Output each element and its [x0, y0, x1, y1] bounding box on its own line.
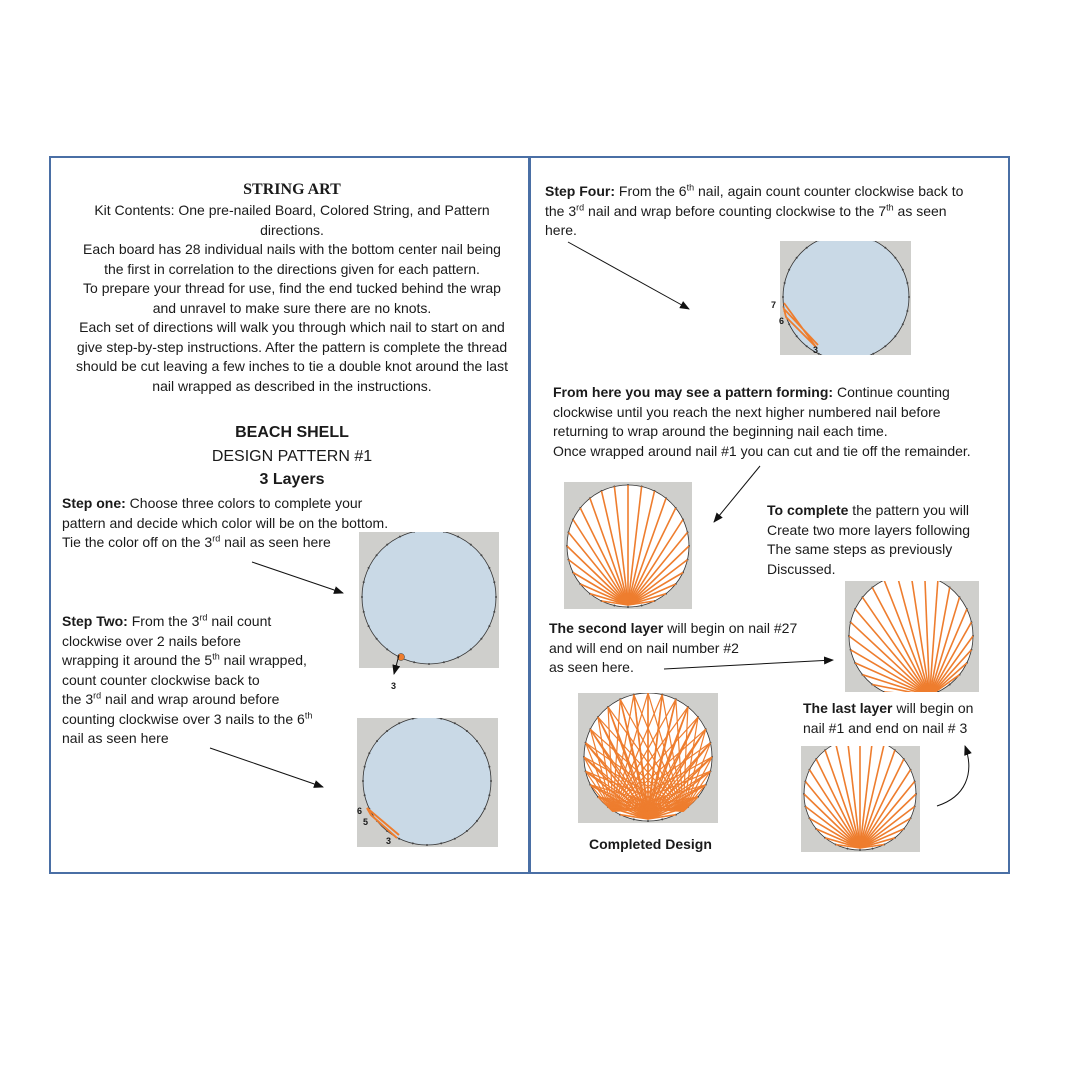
- nail: [784, 282, 786, 284]
- figure-step-four: [780, 241, 911, 355]
- text-line: The same steps as previously: [767, 541, 953, 557]
- board-circle: [362, 532, 496, 664]
- nail: [398, 838, 400, 840]
- text-line: From the 6: [615, 183, 687, 199]
- nail: [443, 661, 445, 663]
- figure-step-one: [359, 532, 499, 668]
- nail: [457, 656, 459, 658]
- figure-step-one-svg: [359, 532, 499, 668]
- nail: [398, 722, 400, 724]
- nail: [376, 554, 378, 556]
- text-line: counting clockwise over 3 nails to the 6: [62, 710, 305, 727]
- superscript: th: [886, 201, 894, 212]
- intro-text: [52, 201, 532, 396]
- text-line: Create two more layers following: [767, 521, 971, 538]
- text-line: will begin on: [892, 700, 974, 716]
- last-layer-label: The last layer: [803, 700, 893, 716]
- nail: [466, 830, 468, 832]
- nail: [376, 638, 378, 640]
- intro-line: and unravel to make sure there are no knots.: [152, 299, 432, 316]
- to-complete-label: To complete: [767, 502, 849, 518]
- nail: [782, 296, 784, 298]
- nail: [470, 544, 472, 546]
- nail-label-3: 3: [386, 836, 392, 846]
- text-line: clockwise until you reach the next higher numbered nail before: [553, 403, 941, 420]
- nail-label-6: 6: [357, 806, 363, 816]
- nail: [906, 310, 908, 312]
- superscript: th: [686, 182, 695, 193]
- nail: [412, 842, 414, 844]
- intro-line: To prepare your thread for use, find the end tucked behind the wrap: [83, 280, 501, 296]
- superscript: rd: [199, 612, 208, 623]
- figure-completed-design: [578, 693, 718, 823]
- intro-line: directions.: [260, 221, 324, 238]
- nail: [806, 247, 808, 249]
- superscript: th: [304, 709, 313, 720]
- text-line: clockwise over 2 nails before: [62, 632, 241, 649]
- step-two-label: Step Two:: [62, 613, 128, 629]
- intro-line: Kit Contents: One pre-nailed Board, Colored String, and Pattern: [94, 202, 490, 218]
- nail: [368, 625, 370, 627]
- nail: [796, 335, 798, 337]
- text-line: Discussed.: [767, 560, 836, 577]
- nail: [480, 554, 482, 556]
- nail: [806, 345, 808, 347]
- text-line: nail count: [207, 613, 272, 629]
- intro-line: Each set of directions will walk you through which nail to start on and: [79, 319, 505, 335]
- nail: [413, 661, 415, 663]
- nail: [633, 818, 635, 820]
- pattern-number: DESIGN PATTERN #1: [211, 448, 373, 465]
- second-layer-label: The second layer: [549, 620, 664, 636]
- nail: [368, 752, 370, 754]
- nail: [362, 780, 364, 782]
- nail: [613, 605, 615, 607]
- text-line: as seen here.: [549, 659, 634, 675]
- nail-label-5: 5: [363, 817, 369, 827]
- figure-step-two: [357, 718, 498, 847]
- superscript: th: [212, 651, 220, 662]
- pattern-forming-label: From here you may see a pattern forming:: [553, 384, 834, 400]
- text-line: nail as seen here: [62, 730, 169, 746]
- step-two-text: [62, 612, 362, 749]
- nail: [788, 269, 790, 271]
- text-line: the 3: [62, 691, 94, 707]
- nail: [454, 838, 456, 840]
- text-line: pattern and decide which color will be on the bottom.: [62, 514, 389, 531]
- text-line: nail #1 and end on nail # 3: [803, 719, 968, 736]
- step-one-label: Step one:: [62, 495, 126, 511]
- nail: [906, 282, 908, 284]
- nail: [847, 848, 849, 850]
- nail: [457, 536, 459, 538]
- superscript: rd: [212, 533, 221, 544]
- nail: [484, 808, 486, 810]
- figure-step-two-svg: [357, 718, 498, 847]
- text-line: wrapping it around the 5: [62, 652, 213, 668]
- text-line: nail and wrap around before: [101, 691, 280, 707]
- nail: [476, 740, 478, 742]
- text-line: From the 3: [127, 613, 200, 629]
- nail: [908, 296, 910, 298]
- text-line: the pattern you will: [848, 502, 970, 518]
- nail: [428, 663, 430, 665]
- to-complete-text: [767, 501, 1007, 579]
- nail: [872, 353, 874, 355]
- board-circle: [783, 241, 909, 355]
- text-line: nail, again count counter clockwise back to: [694, 183, 964, 199]
- text-line: returning to wrap around the beginning nail each time.: [553, 423, 888, 439]
- figure-step-four-svg: [780, 241, 911, 355]
- nail: [894, 257, 896, 259]
- nail: [788, 323, 790, 325]
- pattern-name: BEACH SHELL: [235, 424, 349, 441]
- figure-completed-svg: [578, 693, 718, 823]
- figure-last-layer: [801, 746, 920, 852]
- nail: [484, 752, 486, 754]
- nail-label-7: 7: [771, 300, 777, 310]
- step-four-text: [545, 182, 1005, 241]
- figure-first-layer: [564, 482, 692, 609]
- knot-mark: [398, 654, 405, 661]
- layers-heading: 3 Layers: [259, 471, 325, 488]
- step-four-label: Step Four:: [545, 183, 615, 199]
- pattern-forming-text: [553, 383, 1008, 461]
- intro-line: should be cut leaving a few inches to tie a double knot around the last: [76, 358, 508, 374]
- nail: [363, 611, 365, 613]
- text-line: nail and wrap before counting clockwise to the 7: [584, 202, 887, 219]
- text-line: will begin on nail #27: [663, 620, 798, 636]
- text-line: nail as seen here: [220, 534, 331, 550]
- text-line: count counter clockwise back to: [62, 671, 260, 688]
- text-line: Continue counting: [833, 384, 950, 400]
- nail: [647, 820, 649, 822]
- nail: [399, 536, 401, 538]
- doc-title: STRING ART: [243, 181, 341, 198]
- intro-line: the first in correlation to the directions given for each pattern.: [104, 260, 480, 277]
- nail: [902, 323, 904, 325]
- nail: [495, 596, 497, 598]
- nail: [440, 842, 442, 844]
- text-line: Tie the color off on the 3: [62, 534, 213, 550]
- nail: [627, 606, 629, 608]
- intro-line: give step-by-step instructions. After the pattern is complete the thread: [76, 338, 508, 355]
- nail: [796, 257, 798, 259]
- figure-first-layer-svg: [564, 482, 692, 609]
- nail: [376, 740, 378, 742]
- text-line: the 3: [545, 202, 577, 219]
- nail: [488, 766, 490, 768]
- nail: [884, 247, 886, 249]
- nail: [488, 567, 490, 569]
- figure-last-layer-svg: [801, 746, 920, 852]
- nail: [902, 269, 904, 271]
- nail: [386, 730, 388, 732]
- nail: [493, 611, 495, 613]
- figure-second-layer-svg: [845, 581, 979, 692]
- text-line: Once wrapped around nail #1 you can cut and tie off the remainder.: [553, 442, 971, 459]
- nail: [454, 722, 456, 724]
- nail-label-3: 3: [813, 345, 819, 355]
- nail: [470, 648, 472, 650]
- nail: [859, 849, 861, 851]
- text-line: as seen: [893, 202, 947, 219]
- text-line: and will end on nail number #2: [549, 639, 739, 656]
- nail: [466, 730, 468, 732]
- nail: [661, 818, 663, 820]
- nail-label-3: 3: [391, 681, 397, 691]
- superscript: rd: [576, 201, 585, 212]
- nail: [641, 605, 643, 607]
- nail: [364, 794, 366, 796]
- completed-caption: Completed Design: [589, 836, 712, 852]
- nail: [949, 684, 951, 686]
- superscript: rd: [93, 690, 102, 701]
- figure-second-layer: [845, 581, 979, 692]
- nail: [476, 820, 478, 822]
- last-layer-text: [803, 699, 1003, 738]
- intro-line: Each board has 28 individual nails with the bottom center nail being: [83, 241, 501, 257]
- nail: [426, 844, 428, 846]
- second-layer-text: [549, 619, 839, 678]
- nail: [488, 625, 490, 627]
- nail: [872, 848, 874, 850]
- nail: [493, 581, 495, 583]
- nail: [386, 544, 388, 546]
- nail: [490, 780, 492, 782]
- nail: [364, 766, 366, 768]
- nail-label-6: 6: [779, 316, 785, 326]
- text-line: nail wrapped,: [219, 652, 307, 668]
- nail: [884, 345, 886, 347]
- nail: [361, 596, 363, 598]
- nail: [480, 638, 482, 640]
- nail: [363, 581, 365, 583]
- nail: [488, 794, 490, 796]
- nail: [386, 648, 388, 650]
- intro-line: nail wrapped as described in the instructions.: [152, 377, 432, 394]
- nail: [894, 335, 896, 337]
- nail: [368, 567, 370, 569]
- text-line: here.: [545, 222, 577, 238]
- text-line: Choose three colors to complete your: [125, 495, 363, 511]
